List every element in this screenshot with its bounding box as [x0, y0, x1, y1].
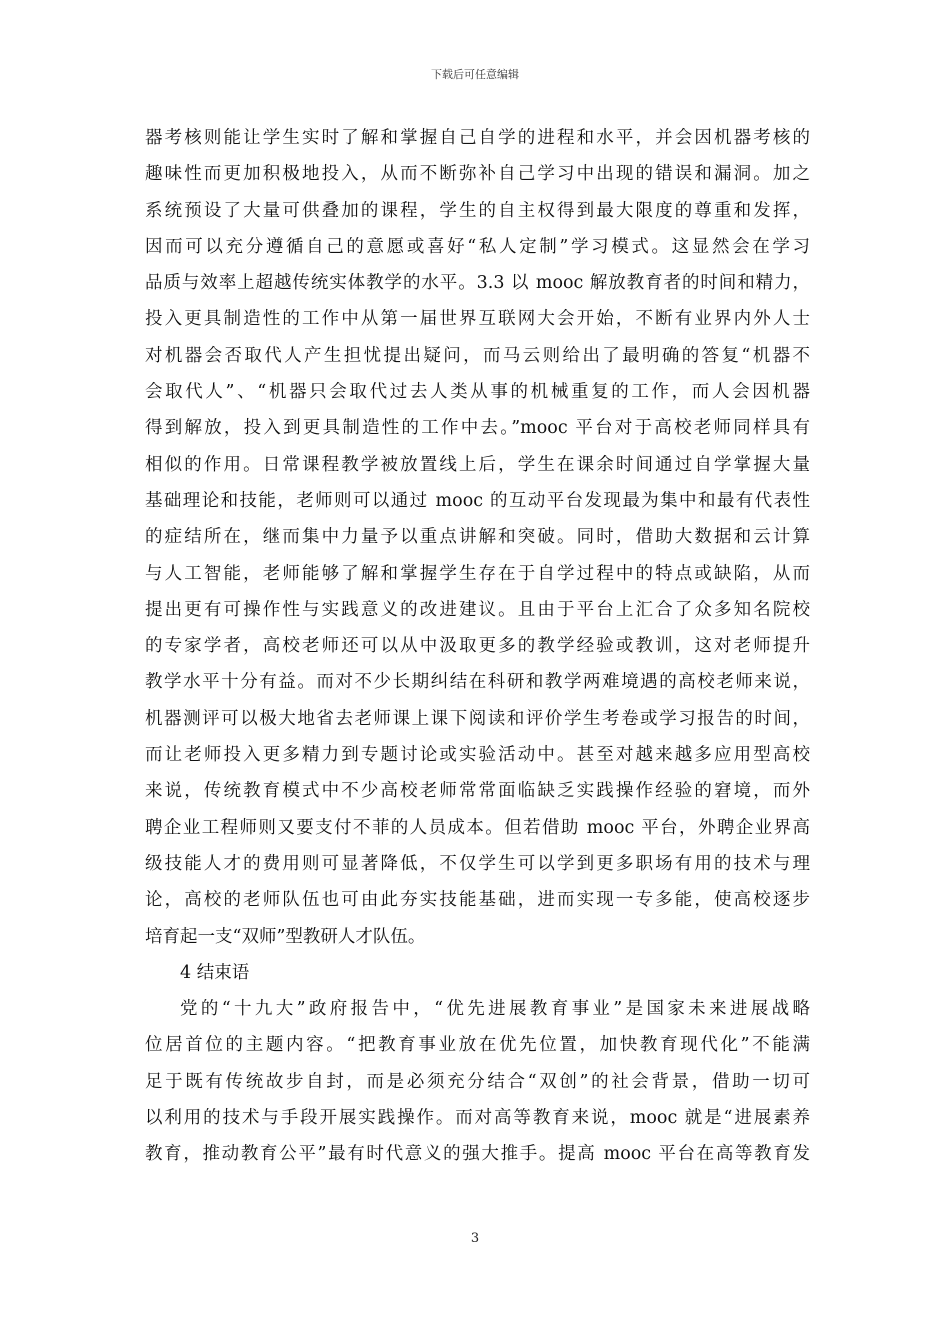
text-line: 位居首位的主题内容。“把教育事业放在优先位置，加快教育现代化”不能满 — [145, 1035, 810, 1056]
text-line: 而让老师投入更多精力到专题讨论或实验活动中。甚至对越来越多应用型高校 — [145, 745, 810, 766]
text-line: 党的“十九大”政府报告中，“优先进展教育事业”是国家未来进展战略 — [180, 999, 810, 1020]
text-line: 以利用的技术与手段开展实践操作。而对高等教育来说，mooc 就是“进展素养 — [145, 1108, 810, 1129]
text-line: 足于既有传统故步自封，而是必须充分结合“双创”的社会背景，借助一切可 — [145, 1071, 810, 1092]
text-line: 与人工智能，老师能够了解和掌握学生存在于自学过程中的特点或缺陷，从而 — [145, 563, 810, 584]
text-line: 得到解放，投入到更具制造性的工作中去。”mooc 平台对于高校老师同样具有 — [145, 418, 810, 439]
section-heading: 4 结束语 — [180, 962, 250, 983]
text-line: 相似的作用。日常课程教学被放置线上后，学生在课余时间通过自学掌握大量 — [145, 454, 810, 475]
text-line: 机器测评可以极大地省去老师课上课下阅读和评价学生考卷或学习报告的时间， — [145, 708, 810, 729]
text-line: 的症结所在，继而集中力量予以重点讲解和突破。同时，借助大数据和云计算 — [145, 527, 810, 548]
text-line: 趣味性而更加积极地投入，从而不断弥补自己学习中出现的错误和漏洞。加之 — [145, 164, 810, 185]
text-line: 基础理论和技能，老师则可以通过 mooc 的互动平台发现最为集中和最有代表性 — [145, 490, 810, 511]
page-header: 下载后可任意编辑 — [431, 68, 519, 81]
text-line: 来说，传统教育模式中不少高校老师常常面临缺乏实践操作经验的窘境，而外 — [145, 781, 810, 802]
text-line: 投入更具制造性的工作中从第一届世界互联网大会开始，不断有业界内外人士 — [145, 309, 810, 330]
text-line: 的专家学者，高校老师还可以从中汲取更多的教学经验或教训，这对老师提升 — [145, 636, 810, 657]
text-line: 提出更有可操作性与实践意义的改进建议。且由于平台上汇合了众多知名院校 — [145, 599, 810, 620]
text-line: 教育，推动教育公平”最有时代意义的强大推手。提高 mooc 平台在高等教育发 — [145, 1144, 810, 1165]
text-line: 会取代人”、“机器只会取代过去人类从事的机械重复的工作，而人会因机器 — [145, 382, 810, 403]
page-number: 3 — [470, 1231, 480, 1246]
text-line: 品质与效率上超越传统实体教学的水平。3.3 以 mooc 解放教育者的时间和精力， — [145, 273, 810, 294]
document-body — [145, 120, 810, 1173]
text-line: 器考核则能让学生实时了解和掌握自己自学的进程和水平，并会因机器考核的 — [145, 128, 810, 148]
text-line: 教学水平十分有益。而对不少长期纠结在科研和教学两难境遇的高校老师来说， — [145, 672, 810, 693]
text-line: 因而可以充分遵循自己的意愿或喜好“私人定制”学习模式。这显然会在学习 — [145, 236, 810, 257]
text-line: 级技能人才的费用则可显著降低，不仅学生可以学到更多职场有用的技术与理 — [145, 853, 810, 874]
text-line: 培育起一支“双师”型教研人才队伍。 — [145, 926, 426, 947]
text-line: 对机器会否取代人产生担忧提出疑问，而马云则给出了最明确的答复“机器不 — [145, 345, 810, 366]
text-line: 论，高校的老师队伍也可由此夯实技能基础，进而实现一专多能，使高校逐步 — [145, 890, 810, 911]
text-line: 聘企业工程师则又要支付不菲的人员成本。但若借助 mooc 平台，外聘企业界高 — [145, 817, 810, 838]
text-line: 系统预设了大量可供叠加的课程，学生的自主权得到最大限度的尊重和发挥， — [145, 200, 810, 221]
